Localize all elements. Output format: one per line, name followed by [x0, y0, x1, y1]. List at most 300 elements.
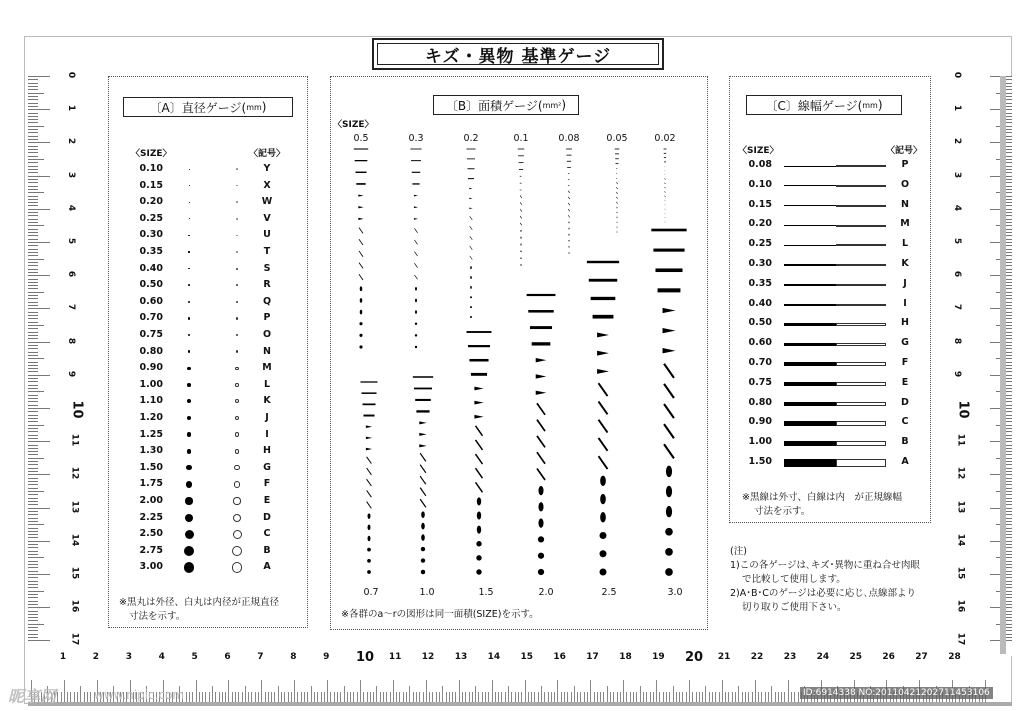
ruler-left-tick [28, 471, 38, 472]
ruler-left-tick [28, 445, 38, 446]
notes-2b: 切り取りご使用下さい。 [742, 602, 847, 613]
ruler-left-tick [28, 122, 38, 123]
ruler-bottom-tick [380, 692, 381, 702]
ruler-left-tick [28, 229, 38, 230]
b-mark-ellipse [421, 511, 425, 518]
ruler-left-tick [28, 544, 38, 545]
ruler-bottom-tick [656, 680, 657, 702]
b-mark-dot [568, 240, 569, 241]
ruler-right-edge [1000, 76, 1006, 654]
b-mark-bar [411, 160, 421, 161]
ruler-bottom-number: 9 [323, 652, 330, 662]
b-mark-ellipse [600, 494, 606, 504]
section-a-size-header: 〈SIZE〉 [131, 149, 172, 159]
b-mark-bar [469, 359, 488, 362]
a-white-dot [235, 416, 239, 420]
c-symbol-label: H [901, 317, 909, 329]
a-size-label: 0.70 [139, 312, 163, 324]
ruler-left-tick [28, 448, 38, 449]
ruler-bottom-tick [636, 692, 637, 702]
ruler-bottom-number: 13 [454, 652, 468, 662]
a-black-dot [187, 416, 191, 420]
watermark-id: ID:6914338 NO:20110421202711453106 [800, 687, 993, 699]
a-symbol-label: R [263, 279, 271, 291]
a-black-dot [189, 185, 190, 186]
ruler-bottom-tick [775, 692, 776, 702]
b-top-label: 0.2 [463, 133, 479, 144]
ruler-left-number: 15 [69, 566, 80, 580]
ruler-left-number: 2 [66, 138, 77, 145]
a-symbol-label: P [263, 312, 271, 324]
ruler-bottom-tick [462, 692, 463, 702]
ruler-bottom-tick [281, 692, 282, 702]
ruler-bottom-tick [505, 692, 506, 702]
ruler-bottom-tick [294, 680, 295, 702]
ruler-left-tick [28, 265, 38, 266]
ruler-bottom-tick [630, 692, 631, 702]
ruler-left-tick [28, 435, 38, 436]
a-white-dot [235, 367, 238, 370]
ruler-left-number: 9 [66, 370, 77, 377]
ruler-left-tick [28, 245, 38, 246]
b-mark-wedge [414, 195, 418, 197]
ruler-left-tick [28, 308, 50, 309]
ruler-left-tick [28, 116, 38, 117]
ruler-bottom-tick [426, 680, 427, 702]
b-mark-bar [566, 149, 572, 150]
ruler-bottom-tick [314, 692, 315, 702]
b-mark-slash [367, 457, 372, 464]
ruler-bottom-tick [564, 692, 565, 702]
ruler-bottom-tick [373, 692, 374, 702]
a-white-dot [235, 383, 239, 387]
c-white-line [836, 304, 886, 306]
ruler-bottom-tick [383, 692, 384, 702]
ruler-bottom-tick [515, 692, 516, 702]
section-c-panel [729, 76, 931, 523]
ruler-bottom-tick [485, 692, 486, 702]
b-mark-bar [615, 149, 620, 150]
ruler-left-tick [28, 149, 38, 150]
c-size-label: 0.50 [748, 317, 772, 329]
c-size-label: 0.40 [748, 297, 772, 309]
c-black-line [784, 343, 836, 346]
b-mark-wedge [469, 198, 472, 199]
ruler-left-tick [28, 345, 38, 346]
c-black-line [784, 441, 836, 446]
b-mark-dot [568, 246, 569, 247]
c-black-line [784, 264, 836, 266]
b-mark-slash [664, 424, 674, 438]
ruler-left-tick [28, 106, 38, 107]
b-mark-slash [616, 202, 617, 204]
watermark-url: www.nipic.com [94, 688, 185, 702]
ruler-bottom-tick [199, 692, 200, 702]
section-a-symbol-header: 〈記号〉 [249, 149, 286, 159]
b-mark-dot [600, 569, 607, 576]
ruler-bottom-tick [57, 692, 58, 702]
ruler-bottom-tick [673, 686, 674, 702]
ruler-left-tick [28, 630, 38, 631]
ruler-bottom-tick [439, 692, 440, 702]
b-mark-wedge [597, 351, 609, 356]
ruler-bottom-number: 11 [388, 652, 402, 662]
ruler-bottom-tick [376, 686, 377, 702]
ruler-left-tick [28, 305, 38, 306]
a-symbol-label: J [265, 412, 269, 423]
ruler-left-tick [28, 591, 44, 592]
b-mark-ellipse [520, 237, 521, 239]
b-mark-bar [467, 158, 475, 159]
ruler-bottom-tick [669, 692, 670, 702]
a-white-dot [233, 514, 241, 522]
b-mark-ellipse [421, 534, 425, 541]
ruler-left-tick [28, 371, 38, 372]
notes-1b: で比較して使用します。 [742, 574, 846, 585]
ruler-left-tick [28, 285, 38, 286]
b-mark-ellipse [665, 200, 666, 201]
ruler-bottom-tick [67, 692, 68, 702]
b-mark-bar [655, 268, 682, 272]
ruler-left-tick [28, 607, 50, 608]
a-symbol-label: X [263, 179, 271, 191]
a-size-label: 1.75 [139, 478, 163, 490]
b-mark-slash [616, 187, 617, 189]
b-mark-bar [664, 161, 666, 162]
ruler-right-number: 15 [955, 566, 966, 580]
c-symbol-label: O [900, 178, 910, 190]
b-mark-bar [532, 342, 551, 345]
ruler-bottom-tick [70, 692, 71, 702]
b-mark-wedge [358, 195, 363, 197]
ruler-bottom-tick [192, 692, 193, 702]
b-mark-dot [421, 570, 425, 574]
ruler-bottom-tick [574, 686, 575, 702]
ruler-left-tick [28, 335, 38, 336]
b-mark-slash [359, 251, 363, 257]
ruler-left-tick [28, 571, 38, 572]
ruler-bottom-number: 21 [717, 652, 731, 662]
c-symbol-label: E [901, 376, 909, 388]
b-mark-bar [567, 161, 571, 162]
ruler-bottom-tick [525, 680, 526, 702]
b-mark-slash [665, 191, 666, 192]
ruler-left-tick [28, 93, 44, 94]
b-mark-ellipse [538, 502, 543, 511]
b-mark-bar [519, 169, 523, 170]
b-marks-svg [331, 77, 709, 631]
ruler-bottom-tick [610, 692, 611, 702]
c-black-line [784, 284, 836, 286]
b-mark-slash [598, 438, 607, 451]
b-mark-wedge [616, 178, 618, 179]
ruler-bottom-tick [455, 692, 456, 702]
c-symbol-label: B [901, 436, 909, 448]
b-mark-slash [476, 426, 483, 436]
ruler-bottom-tick [659, 692, 660, 702]
ruler-left-tick [28, 401, 38, 402]
ruler-bottom-tick [548, 692, 549, 702]
b-mark-wedge [520, 189, 522, 190]
ruler-left-tick [28, 521, 38, 522]
b-mark-dot [415, 346, 417, 348]
ruler-left-tick [28, 640, 50, 641]
b-mark-dot [367, 559, 371, 563]
b-mark-wedge [474, 401, 483, 405]
ruler-bottom-tick [768, 692, 769, 702]
ruler-left-tick [28, 604, 38, 605]
b-mark-bar [416, 410, 429, 412]
ruler-bottom-tick [265, 692, 266, 702]
c-black-line [784, 382, 836, 386]
ruler-bottom-tick [432, 692, 433, 702]
ruler-left-tick [28, 348, 38, 349]
b-mark-bar [471, 373, 487, 376]
a-black-dot [184, 562, 195, 573]
section-b-size-header: 〈SIZE〉 [333, 120, 374, 130]
c-symbol-label: L [901, 238, 909, 250]
b-mark-slash [359, 274, 363, 280]
c-white-line [836, 205, 886, 207]
a-size-label: 1.30 [139, 445, 163, 457]
ruler-left-tick [28, 159, 44, 160]
ruler-bottom-number: 3 [125, 652, 132, 662]
a-black-dot [188, 350, 191, 353]
b-bottom-label: 3.0 [667, 587, 683, 598]
ruler-bottom-tick [758, 692, 759, 702]
c-white-line [836, 459, 886, 467]
a-size-label: 1.00 [139, 378, 163, 390]
ruler-bottom-tick [511, 692, 512, 702]
b-mark-ellipse [368, 536, 371, 542]
ruler-bottom-tick [594, 692, 595, 702]
ruler-bottom-tick [798, 692, 799, 702]
b-mark-bar [412, 183, 419, 184]
b-mark-ellipse [470, 266, 472, 269]
ruler-left-tick [28, 474, 50, 475]
ruler-left-tick [28, 342, 50, 343]
ruler-left-number: 12 [69, 467, 80, 480]
b-mark-slash [420, 499, 426, 507]
b-mark-dot [665, 568, 673, 576]
ruler-left-tick [28, 169, 38, 170]
b-mark-wedge [663, 308, 676, 313]
ruler-left-tick [28, 514, 38, 515]
ruler-bottom-tick [725, 692, 726, 702]
ruler-bottom-tick [251, 692, 252, 702]
ruler-right-number: 1 [952, 105, 963, 112]
b-mark-dot [665, 222, 666, 223]
ruler-left-tick [28, 338, 38, 339]
ruler-bottom-tick [340, 692, 341, 702]
b-mark-wedge [366, 425, 372, 428]
b-mark-wedge [568, 173, 570, 174]
a-white-dot [236, 185, 238, 187]
b-mark-bar [664, 157, 666, 158]
a-white-dot [233, 530, 242, 539]
b-mark-wedge [419, 421, 426, 424]
ruler-left-tick [28, 431, 38, 432]
b-mark-wedge [568, 179, 570, 180]
ruler-left-number: 16 [69, 599, 80, 613]
b-mark-ellipse [665, 209, 666, 210]
ruler-bottom-tick [534, 692, 535, 702]
b-top-label: 0.1 [513, 133, 529, 144]
c-white-line [836, 225, 886, 227]
ruler-bottom-tick [584, 692, 585, 702]
ruler-left [28, 71, 88, 656]
b-top-label: 0.02 [654, 133, 676, 144]
ruler-left-tick [28, 242, 50, 243]
ruler-bottom-tick [735, 692, 736, 702]
ruler-bottom-tick [297, 692, 298, 702]
ruler-left-tick [28, 295, 38, 296]
b-mark-slash [367, 490, 372, 497]
a-black-dot [185, 497, 192, 504]
ruler-right [944, 71, 1012, 656]
a-size-label: 1.20 [139, 412, 163, 423]
ruler-left-tick [28, 166, 38, 167]
b-mark-slash [598, 456, 607, 469]
a-size-label: 0.40 [139, 262, 163, 274]
ruler-bottom-tick [370, 692, 371, 702]
ruler-left-tick [28, 574, 50, 575]
section-c-unit: mm [862, 100, 878, 110]
c-size-label: 0.75 [748, 376, 772, 388]
a-symbol-label: D [263, 511, 271, 523]
a-black-dot [189, 218, 190, 219]
ruler-left-tick [28, 468, 38, 469]
ruler-left-tick [28, 454, 38, 455]
ruler-bottom-tick [541, 686, 542, 702]
b-mark-ellipse [415, 299, 417, 303]
b-mark-ellipse [477, 526, 481, 534]
ruler-left-tick [28, 209, 50, 210]
b-mark-dot [600, 550, 607, 557]
a-size-label: 0.50 [139, 279, 163, 291]
ruler-left-tick [28, 328, 38, 329]
ruler-left-tick [28, 142, 50, 143]
b-mark-slash [420, 488, 426, 496]
b-mark-ellipse [415, 310, 417, 314]
b-top-label: 0.3 [408, 133, 424, 144]
ruler-left-tick [28, 441, 50, 442]
ruler-bottom-tick [738, 686, 739, 702]
a-size-label: 0.90 [139, 362, 163, 374]
ruler-bottom-tick [327, 680, 328, 702]
b-mark-bar [415, 399, 431, 401]
section-a-note-2: 寸法を示す。 [129, 611, 186, 622]
ruler-left-tick [28, 511, 38, 512]
b-mark-wedge [616, 168, 618, 169]
ruler-bottom-tick [61, 692, 62, 702]
ruler-bottom-tick [353, 692, 354, 702]
ruler-left-tick [28, 547, 38, 548]
ruler-bottom-tick [498, 692, 499, 702]
section-c-size-header: 〈SIZE〉 [738, 146, 779, 156]
b-mark-ellipse [477, 497, 481, 505]
a-symbol-label: W [261, 196, 273, 208]
ruler-left-number: 14 [69, 533, 80, 547]
b-mark-dot [415, 322, 417, 324]
ruler-bottom-number: 26 [882, 652, 895, 662]
c-white-line [836, 185, 886, 187]
section-b-unit-close: ) [561, 98, 567, 112]
a-black-dot [187, 449, 192, 454]
a-symbol-label: U [263, 229, 271, 241]
ruler-left-tick [28, 202, 38, 203]
ruler-left-tick [28, 488, 38, 489]
c-black-line [784, 459, 836, 467]
ruler-right-number: 2 [952, 138, 963, 145]
b-mark-ellipse [477, 511, 481, 519]
ruler-bottom-tick [304, 692, 305, 702]
ruler-left-tick [28, 205, 38, 206]
c-black-line [784, 323, 836, 326]
ruler-left-tick [28, 302, 38, 303]
ruler-bottom-tick [232, 692, 233, 702]
ruler-left-tick [28, 594, 38, 595]
b-mark-ellipse [538, 486, 543, 495]
c-symbol-label: P [901, 159, 909, 170]
c-black-line [784, 402, 836, 406]
ruler-bottom-tick [482, 692, 483, 702]
ruler-bottom-tick [788, 680, 789, 702]
ruler-left-tick [28, 162, 38, 163]
b-mark-dot [538, 536, 544, 542]
c-symbol-label: K [901, 258, 909, 269]
a-white-dot [236, 201, 238, 203]
ruler-left-tick [28, 179, 38, 180]
b-mark-bar [651, 229, 686, 232]
ruler-bottom-tick [284, 692, 285, 702]
b-mark-ellipse [666, 466, 672, 477]
a-white-dot [236, 284, 238, 286]
ruler-bottom-tick [705, 686, 706, 702]
b-mark-dot [538, 569, 544, 575]
b-mark-slash [664, 364, 674, 378]
ruler-bottom-tick [228, 680, 229, 702]
ruler-left-tick [28, 597, 38, 598]
b-mark-bar [468, 178, 474, 179]
b-mark-slash [414, 252, 417, 256]
b-mark-dot [359, 322, 362, 325]
b-mark-bar [412, 172, 421, 173]
ruler-left-number: 4 [66, 204, 77, 211]
b-mark-slash [598, 420, 607, 433]
ruler-bottom-number: 7 [257, 652, 264, 662]
b-mark-bar [658, 288, 681, 292]
a-size-label: 2.00 [139, 495, 163, 506]
a-white-dot [232, 562, 243, 573]
ruler-left-tick [28, 504, 38, 505]
ruler-left-tick [28, 132, 38, 133]
b-mark-bar [664, 153, 667, 154]
ruler-bottom-number: 23 [783, 652, 797, 662]
b-mark-wedge [663, 348, 676, 353]
ruler-bottom-tick [278, 686, 279, 702]
ruler-left-tick [28, 269, 38, 270]
b-mark-ellipse [617, 212, 618, 213]
section-a-note-1: ※黒丸は外径、白丸は内径が正規直径 [119, 597, 279, 608]
ruler-bottom-tick [317, 692, 318, 702]
ruler-bottom-tick [794, 692, 795, 702]
ruler-bottom-tick [245, 686, 246, 702]
b-mark-slash [568, 209, 570, 211]
ruler-left-tick [28, 375, 50, 376]
ruler-bottom-tick [347, 692, 348, 702]
b-mark-slash [367, 468, 372, 475]
